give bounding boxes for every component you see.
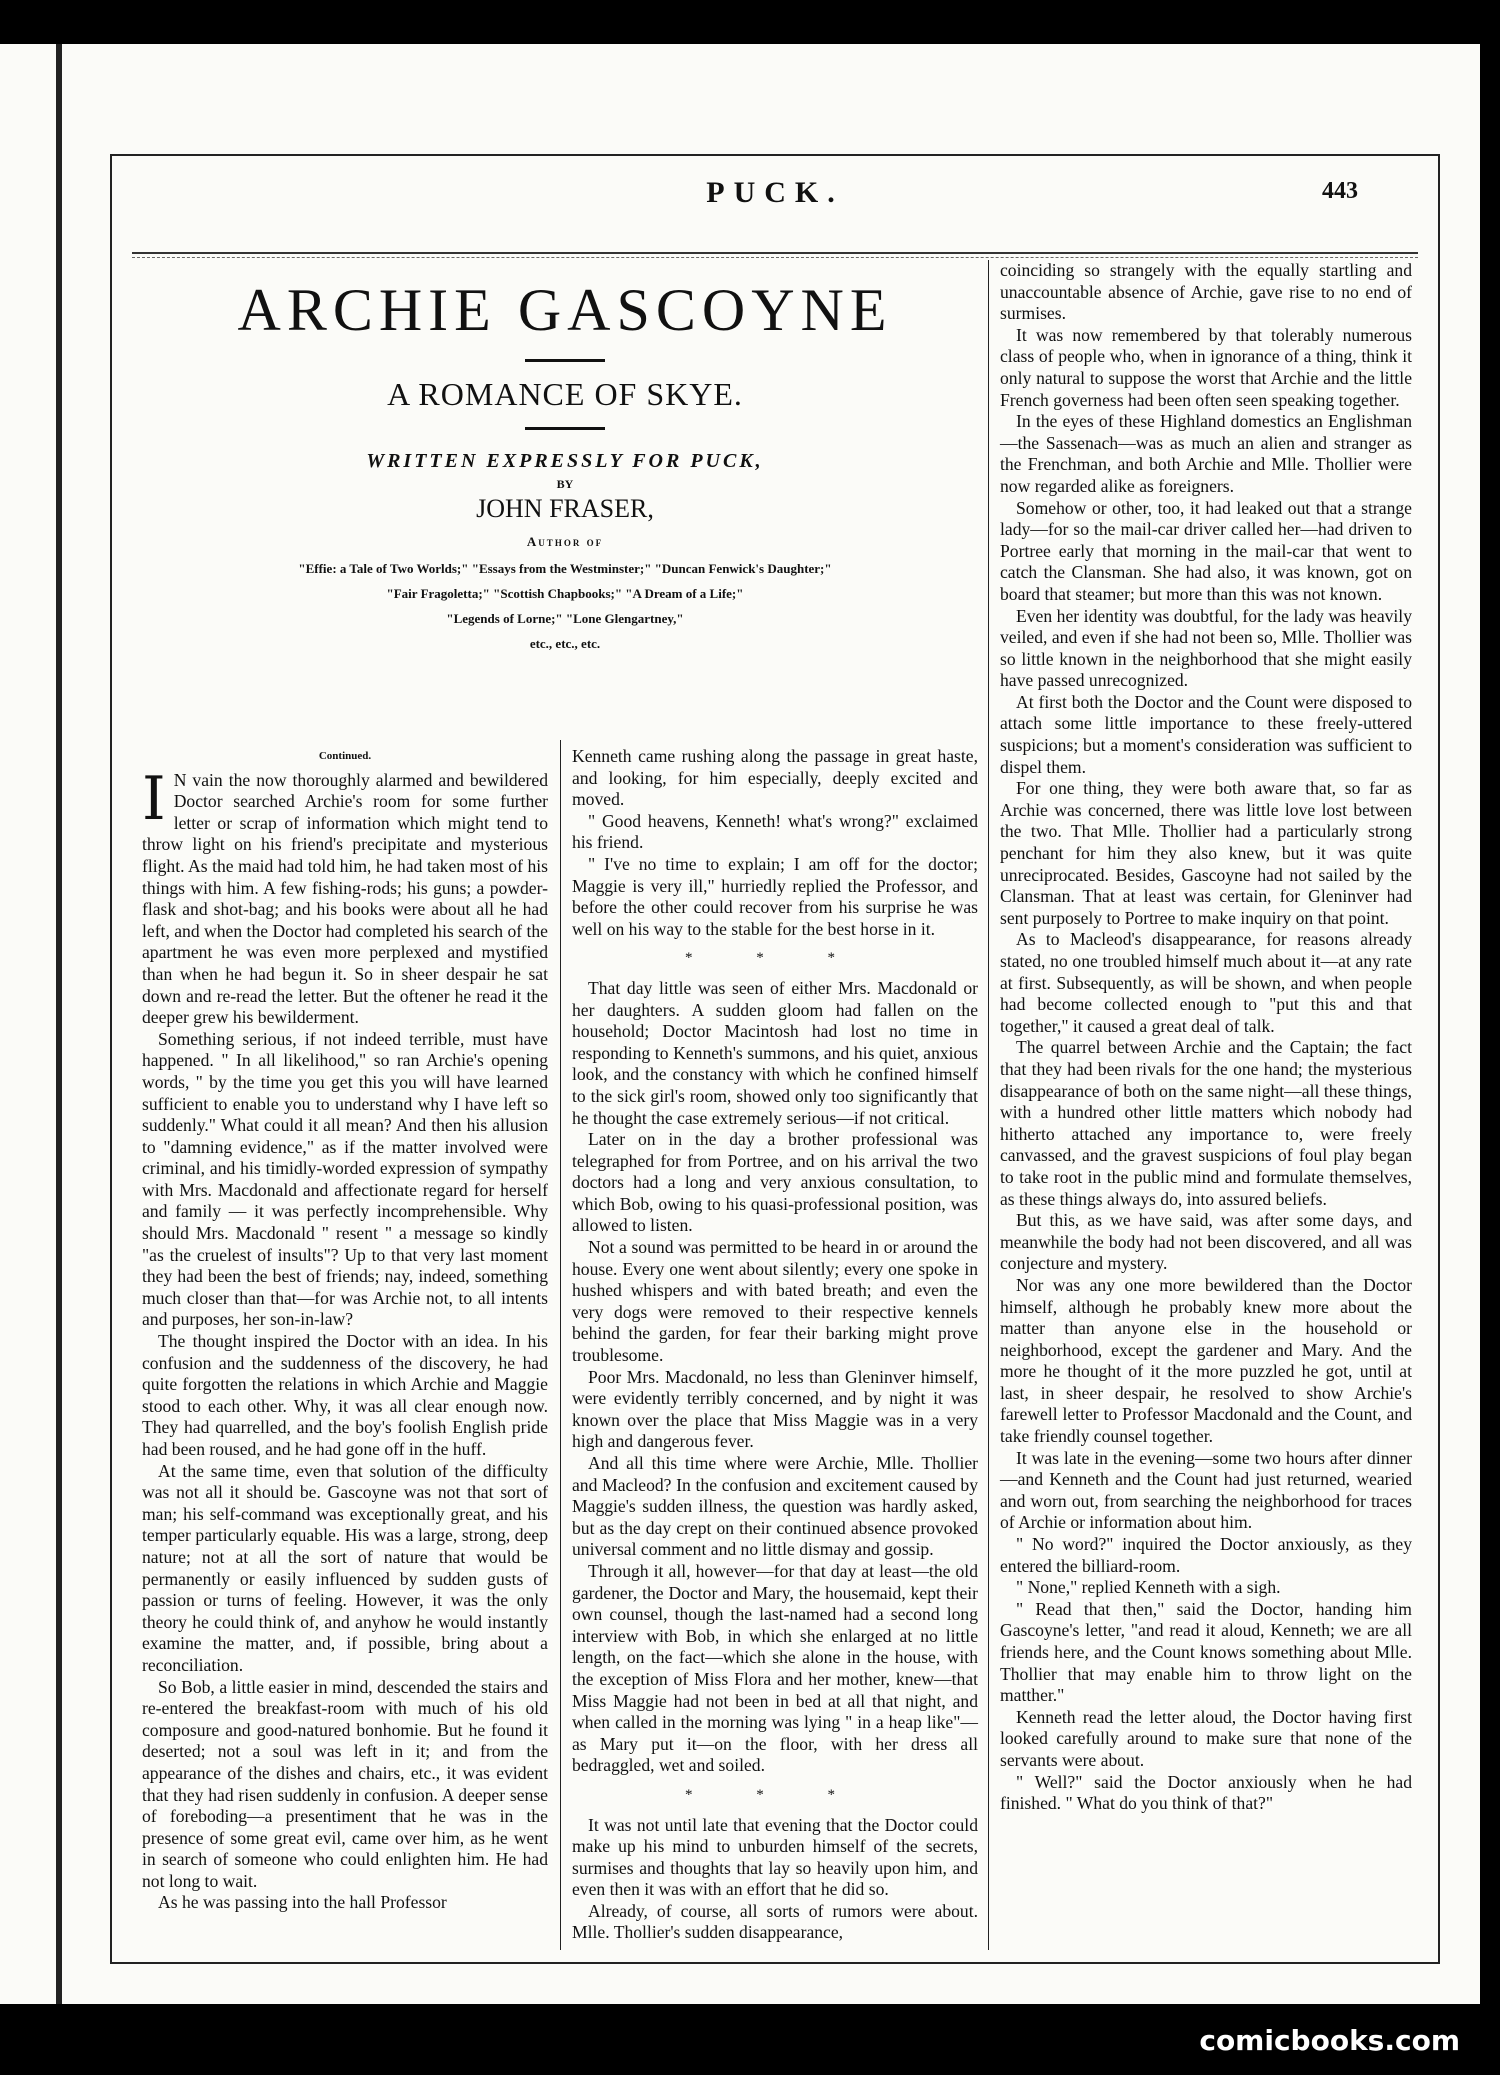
title-separator (525, 359, 605, 362)
paragraph: At the same time, even that solution of the difficulty was not all it should be. Gascoyne was not that sort of man; his self-command was exceptionally great, and his temper particularly equable. His was a large, strong, deep nature; not at all the sort of nature that would be permanently or easily influenced by sudden gusts of passion or turns of feeling. However, it was the only theory he could think of, and anyhow he would instantly examine the matter, and, if possible, bring about a reconciliation. (142, 1460, 548, 1675)
paragraph: Somehow or other, too, it had leaked out that a strange lady—for so the mail-car driver called her—had driven to Portree early that morning in the mail-car that went to catch the Clansman. She had also, it was known, got on board that steamer; but more than this was not known. (1000, 497, 1412, 604)
paragraph: As to Macleod's disappearance, for reasons already stated, no one troubled himself much about it—at any rate at first. Subsequently, as will be shown, and when people had become collected enough to "put this and that together," it caused a great deal of talk. (1000, 929, 1412, 1036)
paragraph: " No word?" inquired the Doctor anxiously, as they entered the billiard-room. (1000, 1534, 1412, 1576)
section-break-stars: * * * (685, 1786, 865, 1803)
page-number: 443 (1322, 178, 1358, 204)
paragraph: Already, of course, all sorts of rumors were about. Mlle. Thollier's sudden disappearance, (572, 1900, 978, 1943)
masthead-rule-dashed (132, 257, 1418, 258)
written-for-line: WRITTEN EXPRESSLY FOR PUCK, (366, 450, 764, 472)
continued-label: Continued. (318, 750, 372, 762)
works-line: "Effie: a Tale of Two Worlds;" "Essays from the Westminster;" "Duncan Fenwick's Daughter;" (298, 561, 832, 576)
paragraph: Later on in the day a brother professional was telegraphed for from Portree, and on his arrival the two doctors had a long and very anxious consultation, to which Bob, owing to his quasi-professional position, was allowed to listen. (572, 1129, 978, 1236)
paragraph: Even her identity was doubtful, for the lady was heavily veiled, and even if she had not been so, Mlle. Thollier was so little known in the neighborhood that she might easily have passed unrecognized. (1000, 605, 1412, 691)
paragraph: " Good heavens, Kenneth! what's wrong?" exclaimed his friend. (572, 810, 978, 853)
paragraph: Nor was any one more bewildered than the Doctor himself, although he probably knew more about the matter than anyone else in the household or neighborhood, except the gardener and Mary. And the more he thought of it the more puzzled he got, until at last, in sheer despair, he resolved to show Archie's farewell letter to Professor Macdonald and the Count, and take friendly counsel together. (1000, 1274, 1412, 1447)
author-of-label: Author of (526, 534, 604, 549)
paragraph: So Bob, a little easier in mind, descended the stairs and re-entered the breakfast-room with much of his old composure and good-natured bonhomie. But he found it deserted; not a soul was left in it; and from the appearance of the dishes and chairs, etc., it was evident that they had risen suddenly in confusion. A deeper sense of foreboding—a presentiment that he was in the presence of some great evil, came over him, as he went in search of someone who could enlighten him. He had not long to wait. (142, 1676, 548, 1891)
text-column-1 (142, 746, 548, 1914)
author-name: JOHN FRASER, (476, 494, 654, 523)
works-line: "Legends of Lorne;" "Lone Glengartney," (446, 611, 684, 626)
paragraph: The quarrel between Archie and the Captain; the fact that they had been rivals for the one hand; the mysterious disappearance of both on the same night—all these things, with a hundred other little matters which nobody had hitherto attached any importance to, were freely canvassed, and the gravest suspicions of foul play began to take root in the public mind and formulate themselves, as these things always do, into assured beliefs. (1000, 1037, 1412, 1209)
paragraph: N vain the now thoroughly alarmed and bewildered Doctor searched Archie's room for some further letter or scrap of information which might tend to throw light on his friend's precipitate and mysterious flight. As the maid had told him, he had taken most of his things with him. A few fishing-rods; his guns; a powder-flask and shot-bag; and his books were about all he had left, and when the Doctor had completed his search of the apartment he was even more perplexed and mystified than when he had begun it. So in sheer despair he sat down and re-read the letter. But the oftener he read it the deeper grew his bewilderment. (142, 769, 548, 1028)
left-page-edge (0, 44, 62, 2004)
column-divider (988, 260, 989, 1950)
paragraph: As he was passing into the hall Professor (158, 1892, 447, 1913)
paragraph: Kenneth read the letter aloud, the Doctor having first looked carefully around to make sure that none of the servants were about. (1000, 1706, 1412, 1770)
paragraph: It was not until late that evening that the Doctor could make up his mind to unburden himself of the secrets, surmises and thoughts that lay so heavily upon him, and even then it was with an effort that he did so. (572, 1814, 978, 1900)
site-watermark: comicbooks.com (1199, 2024, 1460, 2057)
article-subtitle: A ROMANCE OF SKYE. (387, 376, 743, 412)
paragraph: Kenneth came rushing along the passage in great haste, and looking, for him especially, deeply excited and moved. (572, 746, 978, 810)
paragraph: Not a sound was permitted to be heard in or around the house. Every one went about silently; every one spoke in hushed whispers and with bated breath; and even the very dogs were removed to their respective kennels behind the garden, for fear their barking might prove troublesome. (572, 1237, 978, 1366)
paragraph: It was now remembered by that tolerably numerous class of people who, when in ignorance of a thing, think it only natural to suppose the worst that Archie and the little French governess had been often seen speaking together. (1000, 324, 1412, 410)
paragraph: And all this time where were Archie, Mlle. Thollier and Macleod? In the confusion and excitement caused by Maggie's sudden illness, the question was hardly asked, but as the day crept on their continued absence provoked universal comment and no little dismay and gossip. (572, 1453, 978, 1560)
paragraph: " None," replied Kenneth with a sigh. (1016, 1577, 1281, 1598)
drop-cap: I (142, 763, 166, 834)
page-frame (110, 154, 1440, 1964)
article-title: ARCHIE GASCOYNE (237, 277, 893, 343)
author-works (132, 556, 998, 656)
paragraph: In the eyes of these Highland domestics an Englishman—the Sassenach—was as much an alien and stranger as the Frenchman, and both Archie and Mlle. Thollier were now regarded alike as foreigners. (1000, 411, 1412, 496)
paragraph: Something serious, if not indeed terrible, must have happened. " In all likelihood," so ran Archie's opening words, " by the time you get this you will have learned sufficient to enable you to understand why I have left so suddenly." What could it all mean? And then his allusion to "damning evidence," as if the matter involved were criminal, and his timidly-worded expression of sympathy with Mrs. Macdonald and affectionate regard for herself and family — it was perfectly incomprehensible. Why should Mrs. Macdonald " resent " a message so kindly "as the cruelest of insults"? Up to that very last moment they had been the best of friends; nay, indeed, something much closer than that—for was Archie not, to all intents and purposes, her son-in-law? (142, 1028, 548, 1330)
paragraph: Through it all, however—for that day at least—the old gardener, the Doctor and Mary, the housemaid, kept their own counsel, though the last-named had a second long interview with Bob, in which she enlarged at no little length, on the fact—which she alone in the house, with the exception of Miss Flora and her mother, knew—that Miss Maggie had not been in bed at all that night, and when called in the morning was lying " in a heap like"—as Mary put it—on the floor, with her dress all bedraggled, wet and soiled. (572, 1560, 978, 1776)
paragraph: The thought inspired the Doctor with an idea. In his confusion and the suddenness of the discovery, he had quite forgotten the relations in which Archie and Maggie stood to each other. Why, it was all clear enough now. They had quarrelled, and the boy's foolish English pride had been roused, and he had gone off in the huff. (142, 1331, 548, 1459)
masthead-rule (132, 252, 1418, 254)
paragraph: For one thing, they were both aware that, so far as Archie was concerned, there was little love lost between the two. That Mlle. Thollier had a particularly strong penchant for him they also knew, but it was quite unreciprocated. Besides, Gascoyne had not sailed by the Clansman. That at least was certain, for Gleninver had sent purposely to Portree to make inquiry on that point. (1000, 778, 1412, 928)
text-column-2 (572, 746, 978, 1944)
paragraph: coinciding so strangely with the equally startling and unaccountable absence of Archie, gave rise to no end of surmises. (1000, 260, 1412, 324)
paragraph: " Read that then," said the Doctor, handing him Gascoyne's letter, "and read it aloud, Kenneth; we are all friends here, and the Count knows something about Mlle. Thollier that may enable him to throw light on the matther." (1000, 1598, 1412, 1706)
paragraph: That day little was seen of either Mrs. Macdonald or her daughters. A sudden gloom had fallen on the household; Doctor Macintosh had lost no time in responding to Kenneth's summons, and his quiet, anxious look, and the constancy with which he confined himself to the sick girl's room, showed only too significantly that he thought the case extremely serious—if not critical. (572, 977, 978, 1128)
subtitle-separator (525, 427, 605, 430)
title-block (132, 266, 998, 656)
paragraph: Poor Mrs. Macdonald, no less than Gleninver himself, were evidently terribly concerned, and by night it was known over the place that Miss Maggie was in a very high and dangerous fever. (572, 1366, 978, 1452)
byline-by: BY (556, 477, 574, 491)
magazine-page (62, 44, 1480, 2004)
works-line: "Fair Fragoletta;" "Scottish Chapbooks;" "A Dream of a Life;" (386, 586, 744, 601)
masthead-title: PUCK. (706, 176, 844, 209)
paragraph: " I've no time to explain; I am off for the doctor; Maggie is very ill," hurriedly replied the Professor, and before the other could recover from his surprise he was well on his way to the stable for the best horse in it. (572, 853, 978, 939)
works-line: etc., etc., etc. (529, 636, 601, 651)
paragraph: At first both the Doctor and the Count were disposed to attach some little importance to these freely-uttered suspicions; but a moment's consideration was sufficient to dispel them. (1000, 691, 1412, 777)
text-column-3 (1000, 260, 1412, 1815)
section-break-stars: * * * (685, 950, 865, 967)
paragraph: But this, as we have said, was after some days, and meanwhile the body had not been discovered, and all was conjecture and mystery. (1000, 1210, 1412, 1274)
paragraph: " Well?" said the Doctor anxiously when he had finished. " What do you think of that?" (1000, 1771, 1412, 1814)
paragraph: It was late in the evening—some two hours after dinner—and Kenneth and the Count had just returned, wearied and worn out, from searching the neighborhood for traces of Archie or information about him. (1000, 1447, 1412, 1533)
column-divider (560, 740, 561, 1950)
